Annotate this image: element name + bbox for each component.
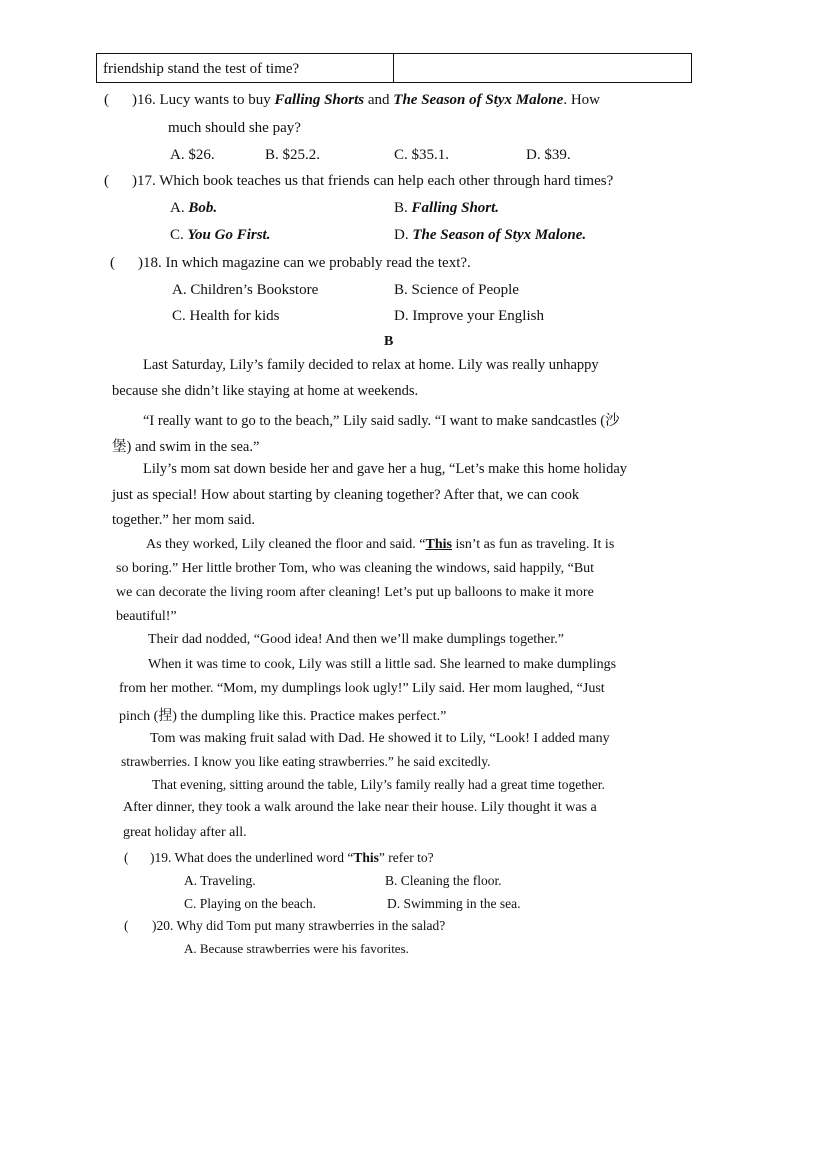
q17-option-c-title: You Go First. [187, 227, 271, 243]
q19-option-a: A. Traveling. [184, 873, 256, 888]
q20-option-a: A. Because strawberries were his favorites. [184, 941, 409, 956]
passage-p4-line1-a: As they worked, Lily cleaned the floor and said. “ [146, 537, 426, 552]
q16-mid: and [364, 92, 394, 108]
passage-p6-line1: When it was time to cook, Lily was still a little sad. She learned to make dumplings [148, 657, 617, 672]
passage-p1-line2: because she didn’t like staying at home at weekends. [112, 383, 419, 399]
q17-stem: )17. Which book teaches us that friends can help each other through hard times? [132, 173, 614, 189]
q16-option-a: A. $26. [170, 147, 215, 163]
passage-p1-line1: Last Saturday, Lily’s family decided to relax at home. Lily was really unhappy [143, 357, 599, 373]
q20-stem: )20. Why did Tom put many strawberries in the salad? [152, 918, 446, 933]
q16-option-d: D. $39. [526, 147, 571, 163]
q19-pre: )19. What does the underlined word “ [150, 850, 354, 865]
q16-book2: The Season of Styx Malone [393, 92, 564, 108]
passage-p8-line1: That evening, sitting around the table, Lily’s family really had a great time together. [152, 777, 605, 792]
q16-book1: Falling Shorts [274, 92, 365, 108]
passage-p4-line3: we can decorate the living room after cleaning! Let’s put up balloons to make it more [116, 585, 594, 600]
q17-option-a-title: Bob. [188, 200, 218, 216]
q20-paren: ( [124, 918, 129, 933]
underlined-word-this: This [425, 537, 452, 552]
q17-option-d-title: The Season of Styx Malone. [412, 227, 587, 243]
passage-p4-line4: beautiful!” [116, 609, 177, 624]
q18-option-c: C. Health for kids [172, 308, 280, 324]
q18-option-d: D. Improve your English [394, 308, 544, 324]
q16-stem [132, 92, 600, 109]
q17-option-c [170, 227, 270, 244]
section-heading: B [384, 334, 394, 349]
q19-option-c: C. Playing on the beach. [184, 896, 316, 911]
q17-option-b-title: Falling Short. [411, 200, 500, 216]
q16-option-b: B. $25.2. [265, 147, 321, 163]
table-cell-text: friendship stand the test of time? [103, 61, 300, 77]
passage-p2-line2: 堡) and swim in the sea.” [112, 439, 260, 455]
q16-pre: )16. Lucy wants to buy [132, 92, 275, 108]
passage-p6-line2: from her mother. “Mom, my dumplings look ugly!” Lily said. Her mom laughed, “Just [119, 681, 605, 696]
passage-p6-line3: pinch (捏) the dumpling like this. Practice makes perfect.” [119, 709, 447, 724]
q16-post: . How [563, 92, 600, 108]
passage-p4-line1 [146, 537, 614, 553]
answer-table-row [96, 53, 692, 83]
q17-option-b-letter: B. [394, 200, 412, 216]
q16-option-c: C. $35.1. [394, 147, 450, 163]
q18-option-b: B. Science of People [394, 282, 519, 298]
q17-option-a [170, 200, 217, 217]
passage-p4-line2: so boring.” Her little brother Tom, who was cleaning the windows, said happily, “But [116, 561, 595, 576]
q18-paren: ( [110, 255, 115, 271]
q17-option-c-letter: C. [170, 227, 188, 243]
q17-option-d-letter: D. [394, 227, 413, 243]
q17-option-d [394, 227, 586, 244]
passage-p8-line3: great holiday after all. [123, 825, 247, 840]
q19-stem [150, 850, 434, 866]
q16-stem-line2: much should she pay? [168, 120, 301, 136]
passage-p3-line2: just as special! How about starting by cleaning together? After that, we can cook [112, 487, 580, 503]
q16-paren: ( [104, 92, 109, 108]
q19-post: ” refer to? [378, 850, 434, 865]
table-divider [393, 54, 394, 82]
q19-option-b: B. Cleaning the floor. [385, 873, 502, 888]
q18-option-a: A. Children’s Bookstore [172, 282, 319, 298]
q19-option-d: D. Swimming in the sea. [387, 896, 521, 911]
passage-p7-line2: strawberries. I know you like eating strawberries.” he said excitedly. [121, 754, 491, 769]
q18-stem: )18. In which magazine can we probably read the text?. [138, 255, 471, 271]
q17-option-a-letter: A. [170, 200, 189, 216]
q17-paren: ( [104, 173, 109, 189]
passage-p4-line1-b: isn’t as fun as traveling. It is [452, 537, 615, 552]
passage-p2-line1: “I really want to go to the beach,” Lily said sadly. “I want to make sandcastles (沙 [143, 413, 620, 429]
passage-p3-line3: together.” her mom said. [112, 512, 255, 528]
passage-p3-line1: Lily’s mom sat down beside her and gave her a hug, “Let’s make this home holiday [143, 461, 628, 477]
q19-paren: ( [124, 850, 129, 865]
passage-p7-line1: Tom was making fruit salad with Dad. He showed it to Lily, “Look! I added many [150, 731, 610, 746]
passage-p8-line2: After dinner, they took a walk around the lake near their house. Lily thought it was a [123, 800, 597, 815]
q19-word: This [353, 850, 379, 865]
passage-p5-line1: Their dad nodded, “Good idea! And then we’ll make dumplings together.” [148, 632, 565, 647]
q17-option-b [394, 200, 499, 217]
